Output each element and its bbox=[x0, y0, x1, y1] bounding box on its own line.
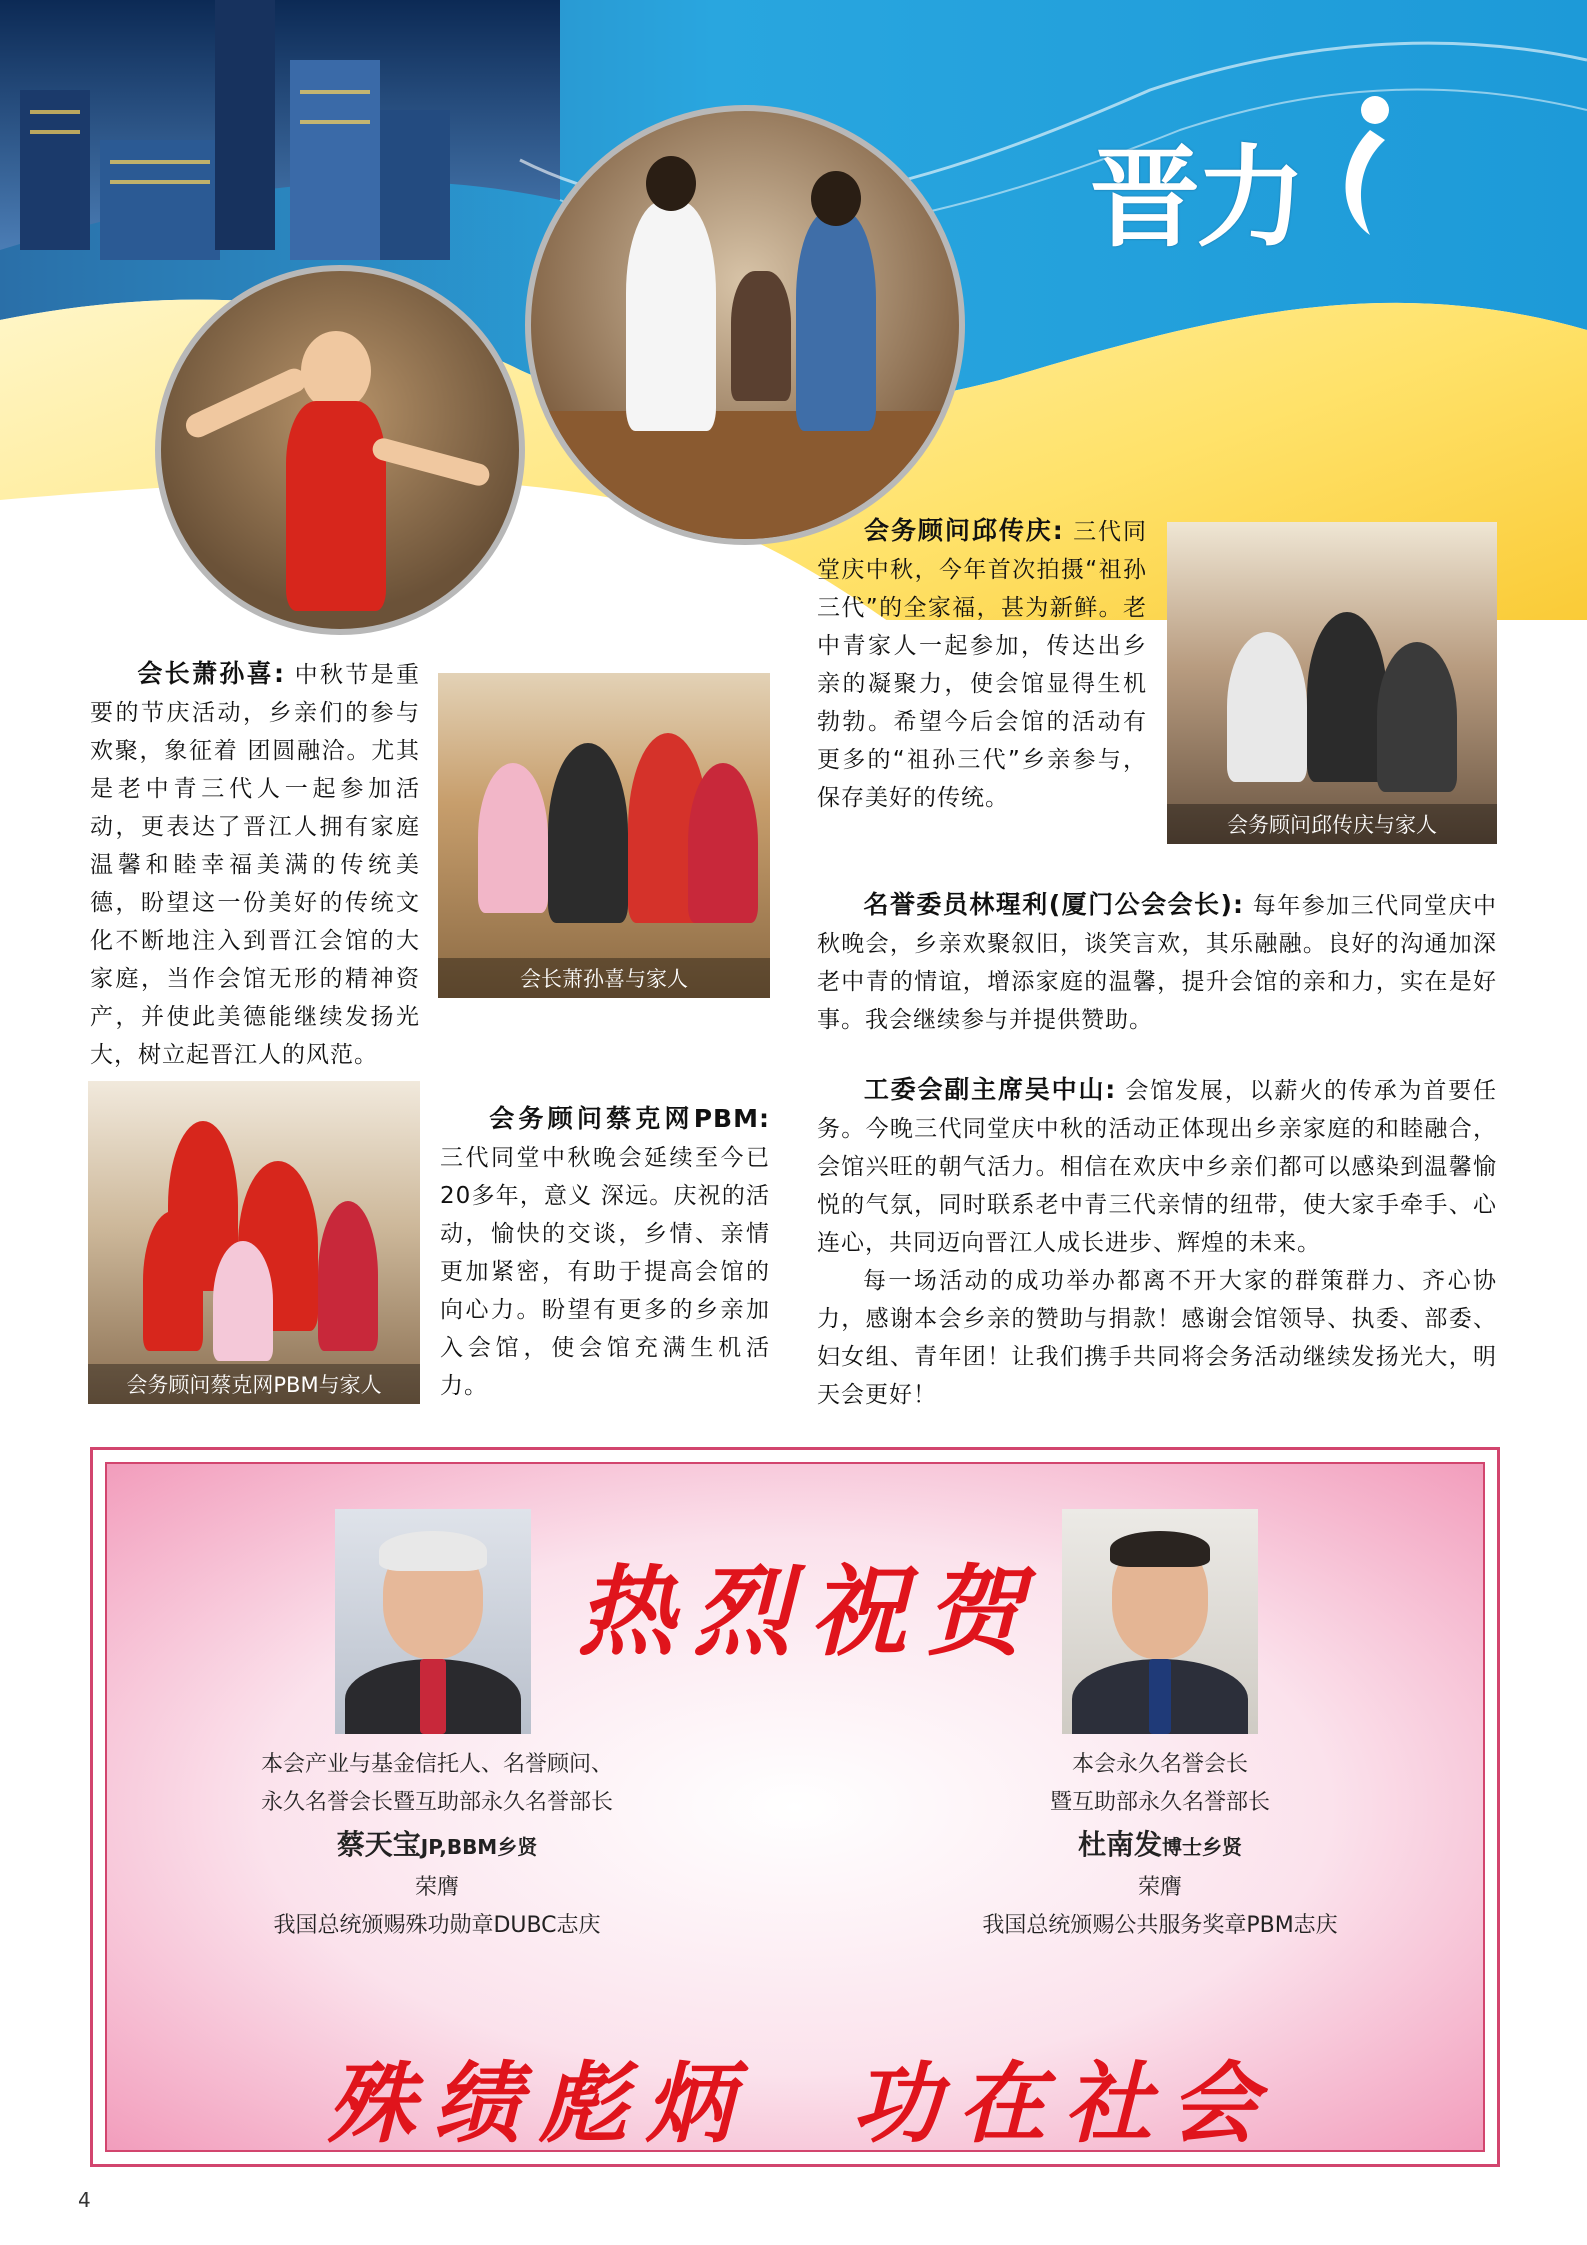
caption-qiu: 会务顾问邱传庆与家人 bbox=[1167, 804, 1497, 844]
greeting-left-block bbox=[187, 1746, 687, 1945]
speaker-qiu: 会务顾问邱传庆: bbox=[863, 516, 1064, 545]
text-xiao: 中秋节是重要的节庆活动，乡亲们的参与欢聚，象征着 团圆融洽。尤其是老中青三代人一起参加活动，更表达了晋江人拥有家庭温馨和睦幸福美满的传统美德，盼望这一份美好的传统文化不断地注入到晋江会馆的大家庭，当作会馆无形的精神资产，并使此美德能继续发扬光大，树立起晋江人的风范。 bbox=[90, 662, 421, 1068]
left-name-suffix: JP,BBM乡贤 bbox=[420, 1835, 538, 1859]
left-award: 我国总统颁赐殊功勋章DUBC志庆 bbox=[273, 1913, 601, 1938]
right-name-suffix: 博士乡贤 bbox=[1162, 1835, 1242, 1859]
speaker-xiao: 会长萧孙喜: bbox=[136, 659, 286, 688]
slogan-left: 殊绩彪炳 bbox=[327, 2051, 752, 2155]
photo-xiao-family bbox=[438, 673, 770, 998]
photo-cai-family bbox=[88, 1081, 420, 1404]
slogan-right: 功在社会 bbox=[852, 2051, 1277, 2155]
speaker-lin: 名誉委员林瑆利(厦门公会会长): bbox=[863, 890, 1244, 919]
portrait-du-nanfa bbox=[1062, 1509, 1258, 1734]
logo bbox=[1090, 110, 1390, 280]
text-wu: 会馆发展，以薪火的传承为首要任务。今晚三代同堂庆中秋的活动正体现出乡亲家庭的和睦融合，会馆兴旺的朝气活力。相信在欢庆中乡亲们都可以感染到温馨愉悦的气氛，同时联系老中青三代亲情的纽带，使大家手牵手、心连心，共同迈向晋江人成长进步、辉煌的未来。 bbox=[817, 1078, 1498, 1256]
text-lin: 每年参加三代同堂庆中秋晚会，乡亲欢聚叙旧，谈笑言欢，其乐融融。良好的沟通加深老中青的情谊，增添家庭的温馨，提升会馆的亲和力，实在是好事。我会继续参与并提供赞助。 bbox=[817, 893, 1498, 1033]
right-title-line1: 本会永久名誉会长 bbox=[1071, 1752, 1248, 1777]
logo-text: 晋力 bbox=[1090, 133, 1302, 262]
speaker-cai: 会务顾问蔡克网PBM: bbox=[486, 1104, 770, 1133]
photo-qiu-family bbox=[1167, 522, 1497, 844]
greeting-panel bbox=[105, 1462, 1485, 2155]
article-lin bbox=[817, 886, 1497, 1039]
text-wu-2: 每一场活动的成功举办都离不开大家的群策群力、齐心协力，感谢本会乡亲的赞助与捐款！感谢会馆领导、执委、部委、妇女组、青年团！让我们携手共同将会务活动继续发扬光大，明天会更好！ bbox=[817, 1268, 1497, 1408]
photo-dancing-girl bbox=[155, 265, 525, 635]
portrait-cai-tianbao bbox=[335, 1509, 531, 1734]
left-title-line1: 本会产业与基金信托人、名誉顾问、 bbox=[260, 1752, 613, 1777]
article-xiao bbox=[90, 655, 420, 1074]
left-honored: 荣膺 bbox=[414, 1875, 459, 1900]
right-title-line2: 暨互助部永久名誉部长 bbox=[1049, 1790, 1270, 1815]
article-wu bbox=[817, 1071, 1497, 1414]
article-qiu bbox=[817, 512, 1147, 817]
greeting-title: 热烈祝贺 bbox=[577, 1555, 1042, 1670]
article-cai bbox=[440, 1100, 770, 1405]
speaker-wu: 工委会副主席吴中山: bbox=[863, 1075, 1117, 1104]
caption-cai: 会务顾问蔡克网PBM与家人 bbox=[88, 1364, 420, 1404]
text-qiu: 三代同堂庆中秋，今年首次拍摄“祖孙三代”的全家福，甚为新鲜。老中青家人一起参加，传达出乡亲的凝聚力，使会馆显得生机勃勃。希望今后会馆的活动有更多的“祖孙三代”乡亲参与，保存美好的传统。 bbox=[817, 519, 1148, 811]
left-name: 蔡天宝 bbox=[336, 1828, 421, 1861]
greeting-right-block bbox=[910, 1746, 1410, 1945]
text-cai: 三代同堂中秋晚会延续至今已20多年，意义 深远。庆祝的活动，愉快的交谈，乡情、亲情更加紧密，有助于提高会馆的向心力。盼望有更多的乡亲加入会馆，使会馆充满生机活力。 bbox=[440, 1145, 770, 1399]
photo-singers-stage bbox=[525, 105, 965, 545]
right-name: 杜南发 bbox=[1077, 1828, 1162, 1861]
left-title-line2: 永久名誉会长暨互助部永久名誉部长 bbox=[260, 1790, 613, 1815]
right-honored: 荣膺 bbox=[1137, 1875, 1182, 1900]
right-award: 我国总统颁赐公共服务奖章PBM志庆 bbox=[982, 1913, 1338, 1938]
logo-figure-icon bbox=[1330, 90, 1410, 240]
page-number: 4 bbox=[78, 2188, 91, 2212]
caption-xiao: 会长萧孙喜与家人 bbox=[438, 958, 770, 998]
greeting-box bbox=[90, 1447, 1500, 2167]
